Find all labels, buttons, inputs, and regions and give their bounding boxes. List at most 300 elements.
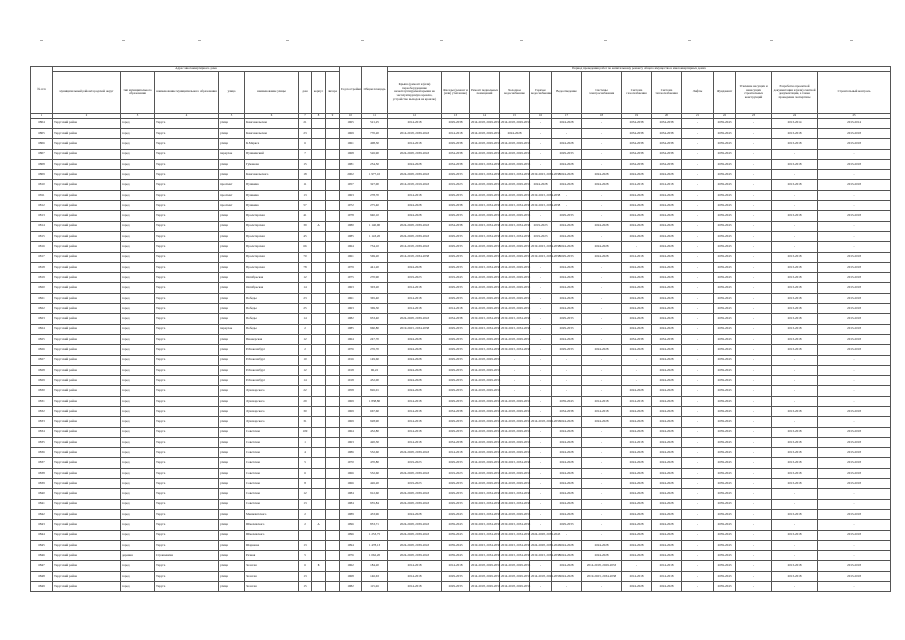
table-cell: Пролетарская [245,231,299,241]
table-cell [312,417,326,427]
column-number-cell: 24 [772,113,818,118]
table-cell: 2024-2028 [622,293,652,303]
table-cell [326,427,340,437]
table-cell: 2014-2018, 2029-2033 [500,118,530,128]
table-cell: 2024-2028 [388,355,442,365]
table-cell: - [530,448,552,458]
table-cell [312,118,326,128]
table-cell: 14 [299,283,312,293]
table-cell: Тарусский район [53,118,121,128]
table-cell: - [530,345,552,355]
table-cell: 1958 [340,386,362,396]
table-cell: 2013-2018 [818,314,891,324]
table-cell: 303,20 [362,283,388,293]
table-row [31,211,891,221]
table-cell: 275,40 [362,201,388,211]
table-cell: - [530,499,552,509]
table-cell: 2024-2028 [652,499,682,509]
table-cell: улица [219,334,245,344]
table-cell: 6828 [31,365,53,375]
table-cell: - [736,561,772,571]
table-cell: 13 [299,499,312,509]
table-cell [312,396,326,406]
table-cell: 2019-2023, 2034-2038 [500,499,530,509]
table-cell: - [500,376,530,386]
table-cell: - [582,262,622,272]
table-cell: 2024-2028 [652,314,682,324]
table-cell: 2024-2028 [652,201,682,211]
table-cell: Тарусский район [53,273,121,283]
table-cell: проспект [219,190,245,200]
table-cell: - [530,561,552,571]
table-cell: 2014-2018 [442,128,470,138]
table-cell: город [121,242,155,252]
table-cell: 6 [299,139,312,149]
table-cell: улица [219,365,245,375]
table-cell: Тарусский район [53,561,121,571]
table-cell: 2029-2033 [442,242,470,252]
table-cell: 2014-2018, 2029-2033 [500,509,530,519]
table-cell: Тарусский район [53,540,121,550]
column-number-cell: 20 [652,113,682,118]
table-cell: - [582,139,622,149]
table-cell: - [582,304,622,314]
table-cell: - [818,499,891,509]
table-cell: - [622,355,652,365]
column-number-cell: 25 [818,113,891,118]
table-cell: 6842 [31,509,53,519]
table-cell: Тарусский район [53,201,121,211]
table-cell: Тарусский район [53,417,121,427]
table-cell: - [736,571,772,581]
table-cell: 2013-2018 [818,448,891,458]
table-cell: 2029-2033 [442,345,470,355]
table-cell: Тарусский район [53,159,121,169]
table-cell: 1984 [340,499,362,509]
table-cell: - [530,304,552,314]
table-cell: 41 [299,211,312,221]
table-cell: - [530,118,552,128]
table-cell: 1 062,20 [362,551,388,561]
table-cell: Таруса [155,128,219,138]
table-cell: 2013-2018 [772,468,818,478]
table-cell: - [736,520,772,530]
table-cell: - [818,376,891,386]
table-cell: 2034-2038 [622,139,652,149]
table-cell: 2019-2023, 2034-2038 [500,540,530,550]
table-cell: 2024-2028 [622,468,652,478]
table-cell: - [736,376,772,386]
table-cell: деревня [121,551,155,561]
table-cell: Речная [245,551,299,561]
table-cell: 2039-2043 [714,509,736,519]
table-cell: 2024-2028 [582,540,622,550]
table-cell: 2024-2028, 2039-2043 [388,540,442,550]
table-cell: 2014-2018, 2029-2033 [470,386,500,396]
table-cell: город [121,571,155,581]
table-cell: 2019-2023, 2034-2038 [470,540,500,550]
table-cell: 2029-2033 [552,314,582,324]
table-cell: Победы [245,304,299,314]
table-cell: Тарусский район [53,406,121,416]
table-cell: город [121,159,155,169]
header-cell: Разработка проектной документации и (или) сметной документации, а также проведение экспертизы [772,71,818,113]
table-cell: - [682,417,714,427]
table-cell: 2029-2033 [442,417,470,427]
table-cell: - [818,386,891,396]
table-cell: 2029-2033 [442,334,470,344]
table-cell: 2019-2043 [442,273,470,283]
table-cell: 2024-2028 [652,242,682,252]
table-cell: 2024-2028 [388,211,442,221]
table-cell: 1996 [340,530,362,540]
table-cell: 2024-2028, 2039-2043 [388,448,442,458]
table-cell: - [530,355,552,365]
table-cell: - [582,128,622,138]
table-cell: 2029-2033 [442,396,470,406]
table-cell: - [736,252,772,262]
table-cell: 2029-2033 [442,190,470,200]
table-cell: Тарусский район [53,190,121,200]
table-cell: Таруса [155,190,219,200]
table-cell: - [582,468,622,478]
table-cell: 2013-2018 [772,283,818,293]
table-cell [312,479,326,489]
table-cell: Таруса [155,293,219,303]
table-cell: Пролетарская [245,262,299,272]
table-cell: - [736,365,772,375]
table-cell: 1968 [340,149,362,159]
table-cell: 2024-2028 [552,273,582,283]
table-cell: 13 [299,571,312,581]
table-cell [326,520,340,530]
table-cell [326,221,340,231]
table-cell: 2024-2028 [622,540,652,550]
table-cell: 2002 [340,170,362,180]
table-cell: 2024-2028 [652,273,682,283]
table-cell: - [682,334,714,344]
table-cell: 2029-2033 [552,324,582,334]
table-cell [326,417,340,427]
table-cell: Р.Люксембург [245,345,299,355]
table-cell: - [736,489,772,499]
table-cell: 2019-2023, 2034-2038 [500,170,530,180]
table-cell: Тарусский район [53,324,121,334]
table-cell: Таруса [155,540,219,550]
table-cell: 2024-2028 [652,417,682,427]
table-cell [326,334,340,344]
table-cell: 2024-2028 [388,262,442,272]
table-cell: улица [219,221,245,231]
table-cell: Тарусский район [53,551,121,561]
table-cell: город [121,489,155,499]
table-cell: 6818 [31,262,53,272]
table-cell: - [682,499,714,509]
table-cell: 2024-2028, 2039-2043 [530,540,552,550]
table-cell: 6831 [31,396,53,406]
table-cell: улица [219,159,245,169]
table-cell: улица [219,252,245,262]
table-cell [326,386,340,396]
table-cell: Тарусский район [53,479,121,489]
table-cell: 6806 [31,139,53,149]
table-cell: 2019-2023, 2034-2038 [530,252,552,262]
table-cell: - [818,201,891,211]
header-cell: Фундамент [714,71,736,113]
header-group-address: Адрес многоквартирного дома [53,67,340,72]
table-cell: Таруса [155,458,219,468]
table-cell: - [772,190,818,200]
table-cell: Золотая [245,571,299,581]
table-cell: - [582,231,622,241]
table-cell: 2013-2018 [818,211,891,221]
table-cell: 1976 [340,345,362,355]
table-cell: Тарусский район [53,180,121,190]
table-cell: Тарусский район [53,582,121,592]
table-cell: 2013-2018 [818,427,891,437]
table-cell: 2024-2028 [652,396,682,406]
table-cell: - [582,520,622,530]
table-cell: 1984 [340,489,362,499]
table-cell: - [530,273,552,283]
table-cell: - [736,417,772,427]
table-cell: улица [219,406,245,416]
table-cell: улица [219,499,245,509]
table-row [31,128,891,138]
table-cell: 6843 [31,520,53,530]
table-cell: 2024-2028 [652,489,682,499]
table-cell: Тарусский район [53,509,121,519]
table-cell: 1964 [340,334,362,344]
table-cell: 2024-2028 [622,530,652,540]
table-cell: Таруса [155,334,219,344]
table-row [31,242,891,252]
table-cell: 2014-2018, 2029-2033 [500,561,530,571]
table-cell: Луначарского [245,396,299,406]
table-cell: 2024-2028 [652,304,682,314]
table-cell: 2014-2018, 2029-2033 [470,139,500,149]
column-number-cell: 9 [326,113,340,118]
table-cell: 2029-2033 [442,231,470,241]
table-cell: 2019-2023, 2034-2038 [470,345,500,355]
table-cell: улица [219,396,245,406]
table-cell: - [682,551,714,561]
table-cell: - [736,304,772,314]
table-cell: - [530,139,552,149]
table-cell: А [312,520,326,530]
table-cell: 2039-2043 [714,273,736,283]
table-cell: 2024-2028 [552,571,582,581]
table-cell: Таруса [155,561,219,571]
table-cell: город [121,128,155,138]
table-row [31,551,891,561]
table-cell: 2019-2023, 2034-2038 [530,242,552,252]
table-cell: 2039-2043 [714,128,736,138]
table-cell: 2024-2028 [622,427,652,437]
table-cell: - [736,242,772,252]
table-row [31,334,891,344]
table-row [31,262,891,272]
table-cell: 2024-2028 [652,231,682,241]
table-cell: 2014-2018, 2029-2033 [470,273,500,283]
table-cell: 2013-2018 [772,334,818,344]
table-cell: 6 [299,468,312,478]
table-cell: 5 [299,458,312,468]
table-cell: 2014-2018, 2029-2033 [500,479,530,489]
table-cell: Таруса [155,180,219,190]
table-cell: Тарусский район [53,499,121,509]
table-cell: 2019-2023, 2034-2038 [500,530,530,540]
table-cell: 2024-2028 [622,231,652,241]
table-cell: 2024-2028 [652,448,682,458]
table-cell: Советская [245,489,299,499]
table-cell: 2024-2028 [552,180,582,190]
table-cell: К.Маркса [245,139,299,149]
table-cell: - [682,231,714,241]
table-cell: - [682,201,714,211]
table-cell: 2039-2043 [714,221,736,231]
table-cell [312,406,326,416]
table-cell: 14 [299,376,312,386]
table-cell: 2029-2033 [442,427,470,437]
table-cell: 6847 [31,561,53,571]
table-cell [312,509,326,519]
table-cell: 2024-2028 [622,499,652,509]
table-cell: 2024-2028 [582,221,622,231]
table-cell: 6836 [31,448,53,458]
table-cell: 2039-2043 [442,540,470,550]
table-cell: 2014-2018 [388,139,442,149]
table-cell [312,159,326,169]
table-cell: 2014-2018 [388,396,442,406]
table-cell: 2034-2038 [442,159,470,169]
table-cell: 2019-2023, 2034-2038 [500,231,530,241]
table-cell: 2024-2028 [622,448,652,458]
table-cell: 1 478,13 [362,540,388,550]
table-cell: - [736,201,772,211]
table-cell: - [530,468,552,478]
table-cell: - [530,324,552,334]
table-cell: - [530,283,552,293]
table-cell: 23 [299,128,312,138]
table-cell: - [582,190,622,200]
table-cell [312,582,326,592]
table-cell: 2039-2043 [714,540,736,550]
table-cell: 940,10 [362,211,388,221]
table-cell: 2024-2028 [622,262,652,272]
table-cell: 2039-2043 [714,376,736,386]
column-number-cell: 12 [388,113,442,118]
table-row [31,283,891,293]
table-cell: 2019-2023, 2034-2038 [530,201,552,211]
table-cell: 6826 [31,345,53,355]
table-cell: - [772,221,818,231]
table-cell: - [682,448,714,458]
table-cell: Таруса [155,571,219,581]
table-cell: улица [219,293,245,303]
table-cell: 2024-2028 [652,406,682,416]
table-cell: - [682,345,714,355]
column-number-cell: 2 [53,113,121,118]
table-cell: 2024-2028 [552,221,582,231]
table-cell: 2029-2033 [442,283,470,293]
table-cell: 254,50 [362,159,388,169]
table-cell: город [121,314,155,324]
table-cell: 2013-2018 [818,273,891,283]
table-cell: 6822 [31,304,53,314]
table-cell: 2019-2023, 2034-2038 [470,530,500,540]
table-cell: Таруса [155,417,219,427]
table-cell: 2014-2018 [582,406,622,416]
table-cell: 1961 [340,293,362,303]
table-cell [326,551,340,561]
table-cell: 2024-2028 [552,540,582,550]
table-cell: 2024-2028 [552,458,582,468]
table-cell: город [121,365,155,375]
table-cell [312,499,326,509]
header-cell: Усиление несущих и ненесущих строительных конструкций [736,71,772,113]
table-cell: 2029-2033 [442,252,470,262]
table-row [31,221,891,231]
table-cell: 1957 [340,180,362,190]
table-cell: 2013-2018 [818,406,891,416]
table-cell: 6834 [31,427,53,437]
table-cell: 6840 [31,489,53,499]
table-cell: 2024-2028 [552,468,582,478]
table-cell: Таруса [155,149,219,159]
table-body [31,118,891,592]
table-cell: 2014-2018 [388,582,442,592]
table-cell: Тарусский район [53,293,121,303]
table-cell: 39 [299,221,312,231]
table-cell: 2024-2028 [652,170,682,180]
table-cell: Таруса [155,252,219,262]
table-cell: 2014-2018, 2029-2033 [470,211,500,221]
table-cell: - [682,540,714,550]
table-cell [312,386,326,396]
table-cell: 2014-2018, 2029-2033 [470,437,500,447]
table-row [31,231,891,241]
table-cell: 2024-2028 [552,499,582,509]
table-cell: 2024-2028 [552,561,582,571]
table-cell: - [530,365,552,375]
table-cell: - [682,324,714,334]
table-cell: - [736,334,772,344]
table-cell: - [736,190,772,200]
table-cell: 2039-2043 [714,561,736,571]
table-cell: - [530,437,552,447]
table-cell: улица [219,530,245,540]
table-cell: 2019-2023, 2034-2038 [500,520,530,530]
table-cell: Тарусский район [53,376,121,386]
table-cell [312,427,326,437]
table-cell: 2014-2018, 2029-2033 [500,468,530,478]
table-cell: 2014-2018, 2029-2033 [470,190,500,200]
column-number-cell: 15 [500,113,530,118]
table-cell: 2024-2028 [552,417,582,427]
table-cell: 2024-2028 [552,231,582,241]
table-cell: - [530,479,552,489]
table-cell: - [682,304,714,314]
table-cell: 1996 [340,520,362,530]
table-cell: - [682,571,714,581]
table-cell: - [530,396,552,406]
table-cell: улица [219,437,245,447]
table-cell: город [121,582,155,592]
table-row [31,499,891,509]
table-cell: 2013-2018 [818,530,891,540]
table-cell: 146,63 [362,571,388,581]
